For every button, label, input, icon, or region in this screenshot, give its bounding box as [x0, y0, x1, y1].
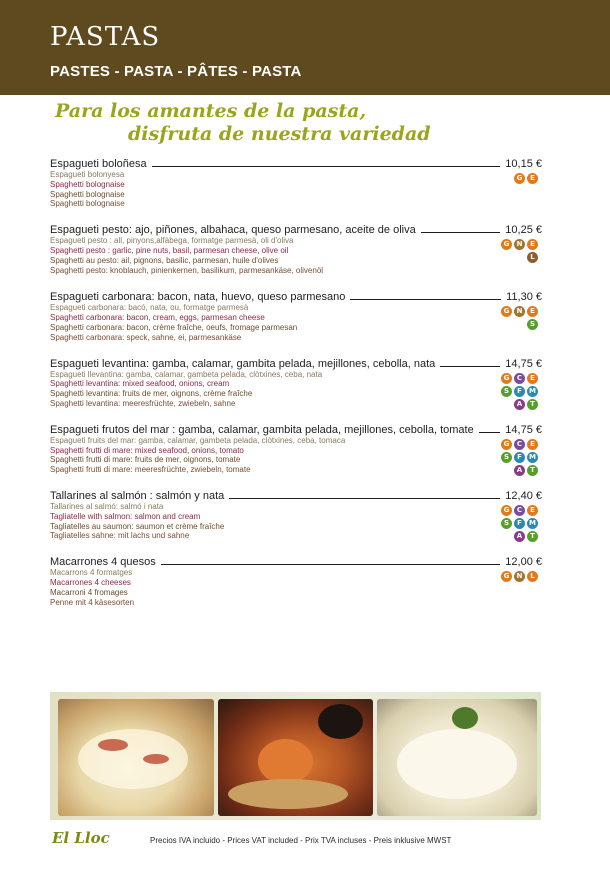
gluten-icon: G	[501, 439, 512, 450]
translation-es: Spaghetti frutti di mare: mixed seafood, onions, tomato	[50, 445, 244, 455]
menu-item-header	[50, 422, 542, 436]
nuts-icon: N	[514, 571, 525, 582]
celery-icon: A	[514, 531, 525, 542]
crustacean-icon: C	[514, 505, 525, 516]
mustard-icon: T	[527, 399, 538, 410]
allergen-icons	[492, 439, 538, 476]
celery-icon: A	[514, 465, 525, 476]
gluten-icon: G	[501, 306, 512, 317]
translation-es: Tagliatelle with salmon: salmon and cream	[50, 511, 201, 521]
dotted-leader	[440, 366, 500, 367]
nuts-icon: N	[514, 306, 525, 317]
dish-name: Espagueti pesto: ajo, piñones, albahaca, queso parmesano, aceite de oliva	[50, 224, 416, 237]
seafood-pasta-photo	[218, 699, 373, 816]
dotted-leader	[161, 564, 501, 565]
mollusc-icon: M	[527, 452, 538, 463]
translation-es: Macarrones 4 cheeses	[50, 577, 131, 587]
celery-icon: A	[514, 399, 525, 410]
allergen-icons	[492, 239, 538, 263]
sulphite-icon: S	[501, 452, 512, 463]
crustacean-icon: C	[514, 373, 525, 384]
allergen-icons	[492, 306, 538, 330]
fish-icon: F	[514, 452, 525, 463]
restaurant-logo: El Lloc	[52, 829, 110, 847]
dish-price: 11,30 €	[506, 291, 542, 304]
tagline-line-1: Para los amantes de la pasta,	[55, 100, 367, 122]
dotted-leader	[479, 432, 501, 433]
fish-icon: F	[514, 386, 525, 397]
dish-name: Espagueti levantina: gamba, calamar, gambita pelada, mejillones, cebolla, nata	[50, 357, 436, 370]
milk-icon: L	[527, 252, 538, 263]
tagline-line-2: disfruta de nuestra variedad	[128, 123, 431, 145]
mollusc-icon: M	[527, 386, 538, 397]
allergen-icons	[492, 373, 538, 410]
egg-icon: E	[527, 239, 538, 250]
translation-fr: Spaghetti frutti di mare: fruits de mer, oignons, tomate	[50, 455, 241, 465]
dish-name: Tallarines al salmón : salmón y nata	[50, 489, 225, 502]
egg-icon: E	[527, 505, 538, 516]
fish-icon: F	[514, 518, 525, 529]
dish-price: 12,00 €	[505, 556, 542, 569]
gluten-icon: G	[514, 173, 525, 184]
egg-icon: E	[527, 439, 538, 450]
translation-fr: Tagliatelles au saumon: saumon et crème fraîche	[50, 521, 225, 531]
gluten-icon: G	[501, 239, 512, 250]
gluten-icon: G	[501, 505, 512, 516]
menu-item-header	[50, 488, 542, 502]
translation-ca: Espagueti pesto : all, pinyons,alfàbega, formatge parmesà, oli d'oliva	[50, 236, 294, 246]
tax-note: Precios IVA incluido - Prices VAT included - Prix TVA incluses - Preis inklusive MWST	[150, 836, 452, 845]
translation-fr: Spaghetti carbonara: bacon, crème fraîche, oeufs, fromage parmesan	[50, 322, 298, 332]
menu-item	[50, 156, 542, 209]
menu-item	[50, 356, 542, 409]
menu-item	[50, 289, 542, 342]
egg-icon: E	[527, 306, 538, 317]
page-subtitle: PASTES - PASTA - PÂTES - PASTA	[50, 63, 302, 80]
sulphite-icon: S	[501, 518, 512, 529]
translation-ca: Espagueti bolonyesa	[50, 170, 125, 179]
four-cheese-macaroni-photo	[377, 699, 537, 816]
dotted-leader	[350, 299, 501, 300]
milk-icon: L	[527, 571, 538, 582]
dish-price: 10,15 €	[505, 158, 542, 170]
menu-item-header	[50, 554, 542, 568]
dotted-leader	[229, 498, 500, 499]
header-banner	[0, 0, 610, 95]
gluten-icon: G	[501, 571, 512, 582]
menu-item	[50, 554, 542, 607]
menu-item	[50, 488, 542, 541]
translation-fr: Macarroni 4 fromages	[50, 587, 128, 597]
sulphite-icon: S	[527, 319, 538, 330]
translation-es: Spaghetti pesto : garlic, pine nuts, basil, parmesan cheese, olive oil	[50, 245, 289, 255]
dish-name: Macarrones 4 quesos	[50, 556, 156, 569]
translation-fr: Spaghetti bolognaise	[50, 189, 125, 199]
translation-ca: Tallarines al salmó: salmó i nata	[50, 501, 164, 511]
allergen-icons	[492, 173, 538, 184]
translation-de: Spaghetti levantina: meeresfrüchte, zwiebeln, sahne	[50, 398, 236, 408]
dish-name: Espagueti carbonara: bacon, nata, huevo, queso parmesano	[50, 291, 346, 304]
translation-de: Spaghetti frutti di mare: meeresfrüchte, zwiebeln, tomate	[50, 465, 251, 475]
mustard-icon: T	[527, 531, 538, 542]
translation-de: Spaghetti carbonara: speck, sahne, ei, parmesankäse	[50, 332, 242, 342]
dotted-leader	[421, 232, 501, 233]
translation-fr: Spaghetti levantina: fruits de mer, oignons, crème fraîche	[50, 389, 253, 399]
translation-de: Penne mit 4 käsesorten	[50, 597, 135, 607]
menu-item	[50, 222, 542, 275]
menu-list	[50, 156, 542, 620]
dotted-leader	[152, 166, 501, 167]
translation-fr: Spaghetti au pesto: ail, pignons, basilic, parmesan, huile d'olives	[50, 255, 279, 265]
translation-de: Tagliatelles sahne: mit lachs und sahne	[50, 531, 190, 541]
translation-ca: Espagueti fruits del mar: gamba, calamar, gambeta pelada, clòtxines, ceba, tomaca	[50, 435, 346, 445]
allergen-icons	[492, 505, 538, 542]
menu-item	[50, 422, 542, 475]
sulphite-icon: S	[501, 386, 512, 397]
translation-de: Spaghetti pesto: knoblauch, pinienkernen, basilikum, parmesankäse, olivenöl	[50, 265, 324, 275]
translation-ca: Espagueti carbonara: bacó, nata, ou, formatge parmesà	[50, 303, 249, 313]
mustard-icon: T	[527, 465, 538, 476]
dish-price: 10,25 €	[505, 224, 542, 237]
gluten-icon: G	[501, 373, 512, 384]
translation-es: Spaghetti bolognaise	[50, 179, 125, 189]
nuts-icon: N	[514, 239, 525, 250]
egg-icon: E	[527, 373, 538, 384]
menu-item-header	[50, 222, 542, 236]
carbonara-photo	[58, 699, 214, 816]
photo-strip	[50, 692, 541, 820]
dish-name: Espagueti boloñesa	[50, 158, 147, 170]
mollusc-icon: M	[527, 518, 538, 529]
menu-item-header	[50, 156, 542, 170]
dish-price: 12,40 €	[505, 489, 542, 502]
dish-name: Espagueti frutos del mar : gamba, calamar, gambita pelada, mejillones, cebolla, tomate	[50, 423, 474, 436]
translation-ca: Espagueti llevantina: gamba, calamar, gambeta pelada, clòtxines, ceba, nata	[50, 369, 323, 379]
translation-es: Spaghetti levantina: mixed seafood, onions, cream	[50, 379, 230, 389]
translation-es: Spaghetti carbonara: bacon, cream, eggs, parmesan cheese	[50, 313, 265, 323]
translation-ca: Macarrons 4 formatges	[50, 568, 133, 578]
egg-icon: E	[527, 173, 538, 184]
translation-de: Spaghetti bolognaise	[50, 199, 125, 209]
menu-item-header	[50, 289, 542, 303]
menu-item-header	[50, 356, 542, 370]
crustacean-icon: C	[514, 439, 525, 450]
allergen-icons	[492, 571, 538, 582]
page-title: PASTAS	[50, 22, 161, 52]
dish-price: 14,75 €	[505, 423, 542, 436]
dish-price: 14,75 €	[505, 357, 542, 370]
